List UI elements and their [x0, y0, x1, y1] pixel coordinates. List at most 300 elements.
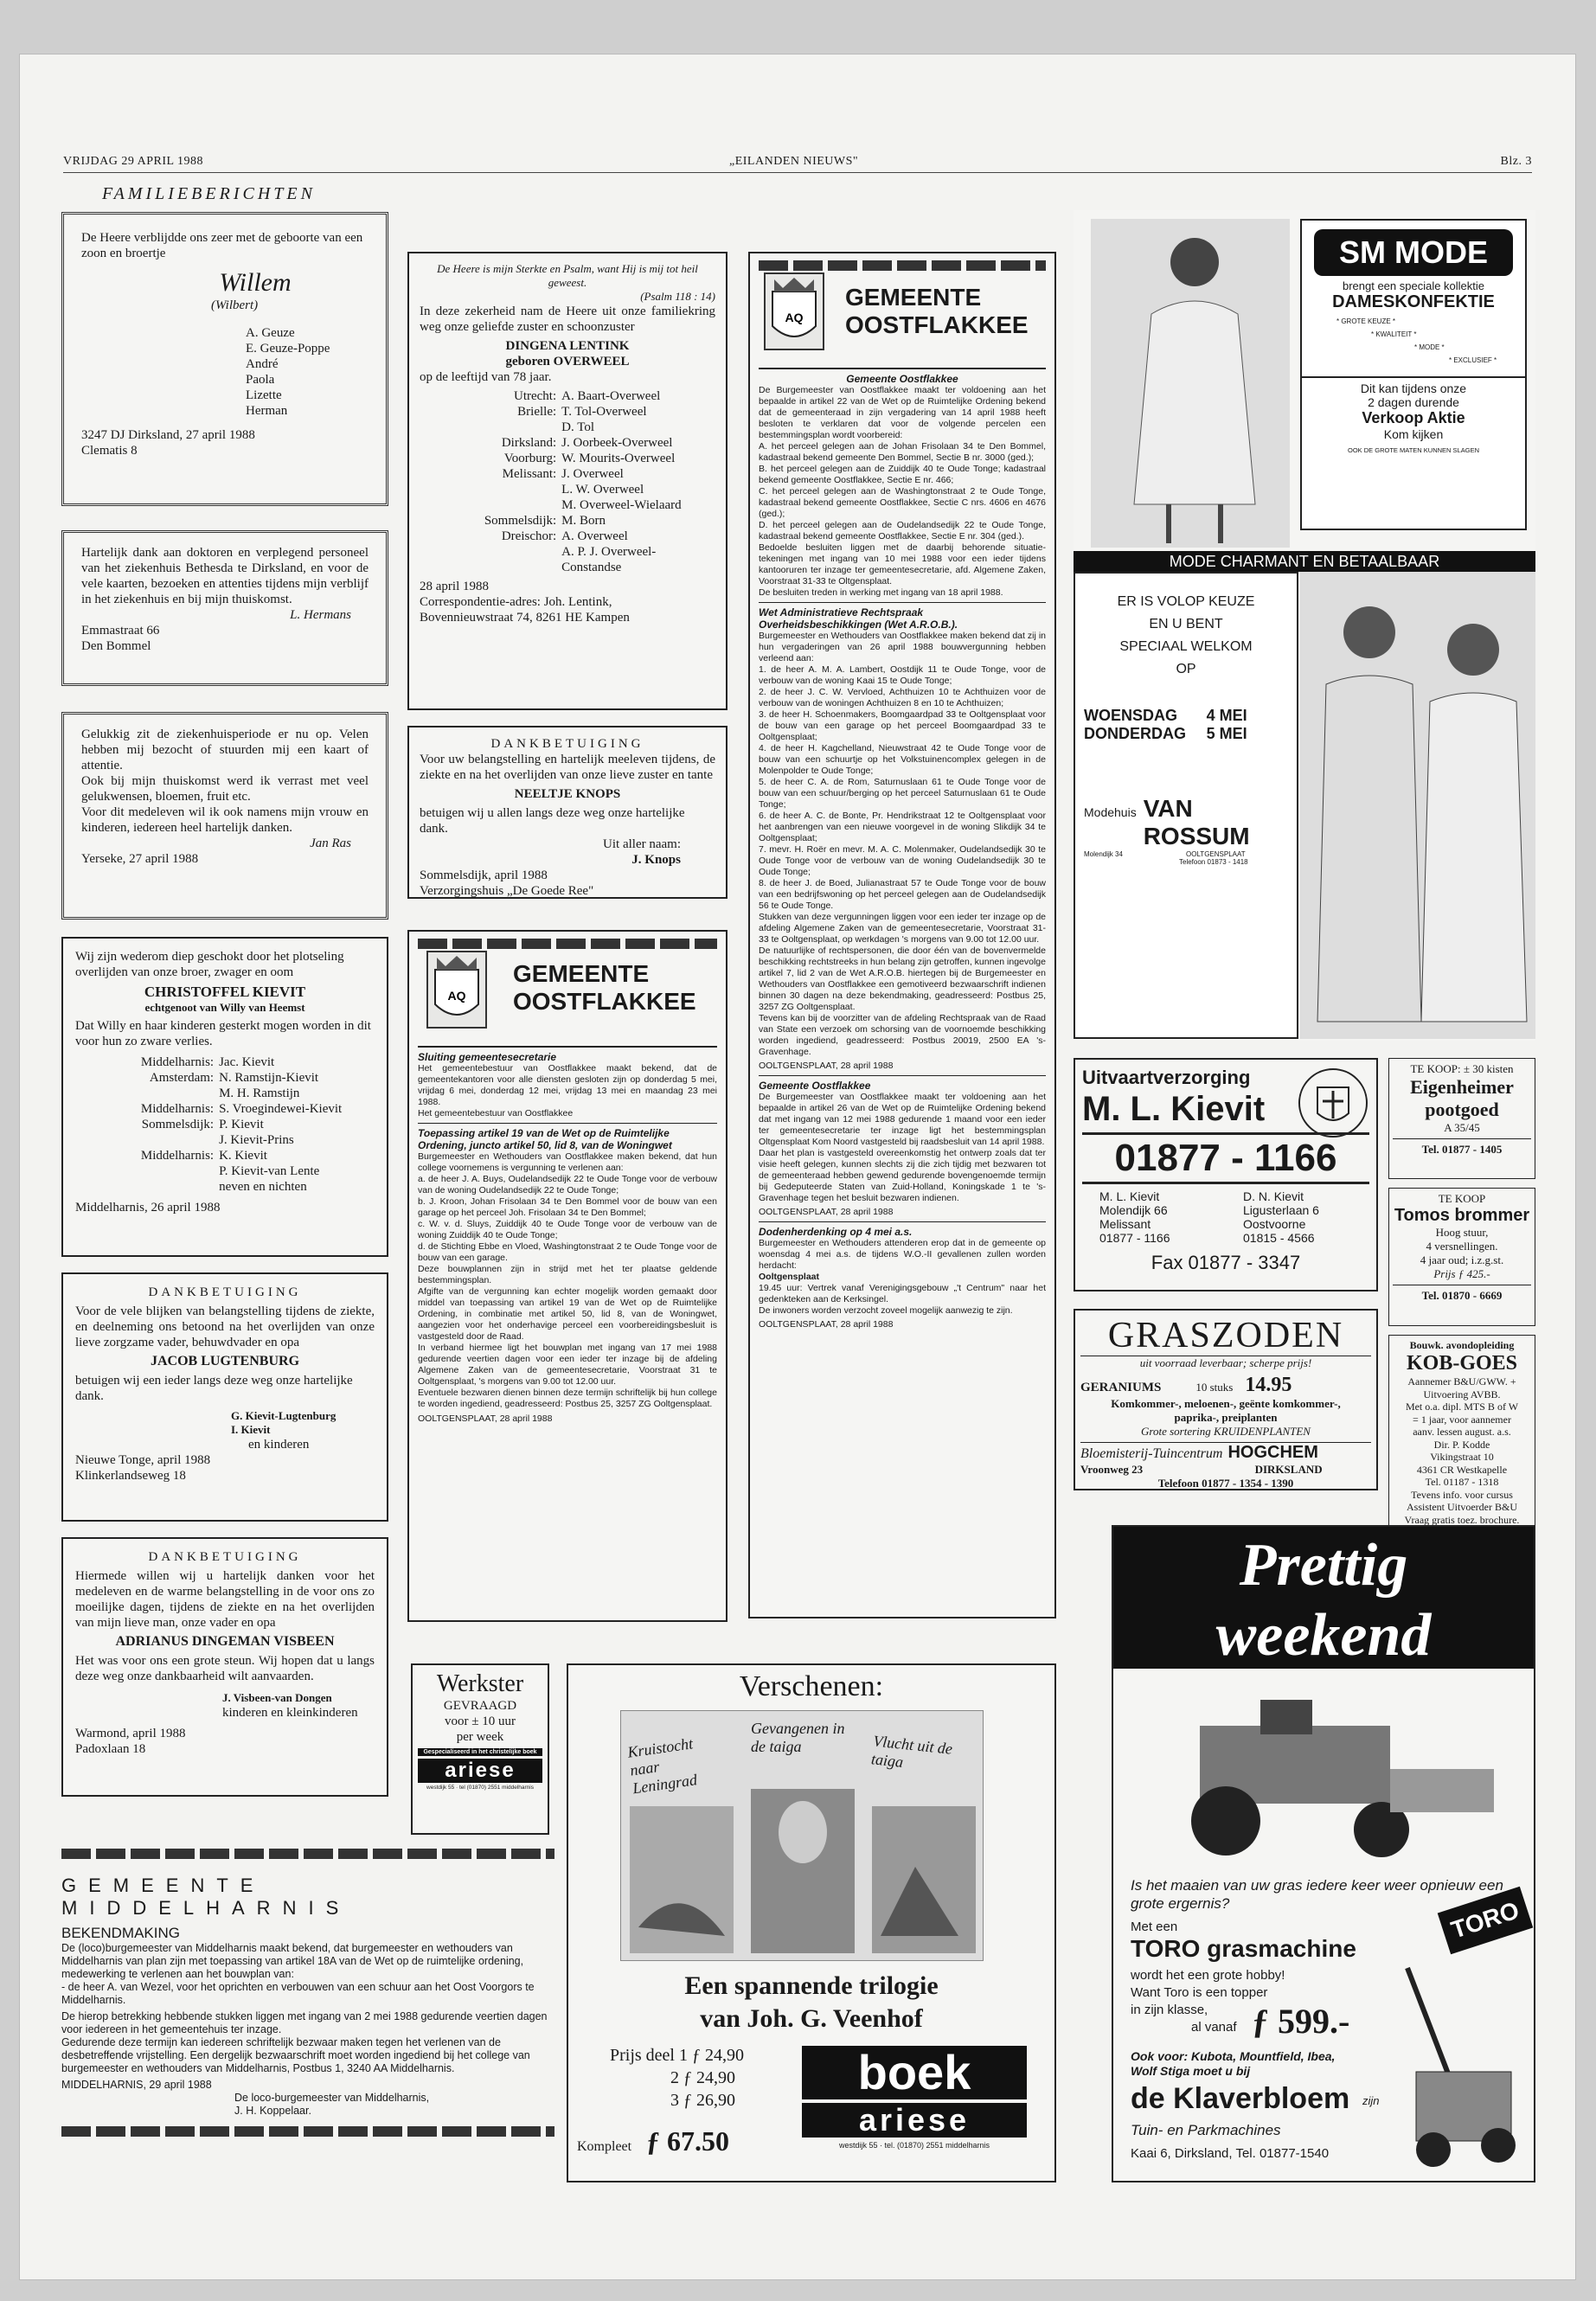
sm-day-2: DONDERDAG	[1084, 725, 1187, 742]
notice-item: C. het perceel gelegen aan de Washingtonstraat 2 te Oude Tonge, kadastraal bekend gemeente Oostflakkee, Sectie C nrs. 4606 en 4676 (ged.);	[759, 486, 1046, 519]
notice1-p3: De besluiten treden in werking met ingang van 18 april 1988.	[759, 587, 1003, 598]
werkster-sub: Gespecialiseerd in het christelijke boek	[418, 1748, 542, 1756]
graszoden-ger-qty: 10 stuks	[1195, 1381, 1234, 1394]
lentink-date: 28 april 1988	[420, 580, 489, 593]
boek-logo: boek	[802, 2046, 1027, 2099]
tomos-l6: Prijs ƒ 425.-	[1433, 1267, 1490, 1280]
family-place	[75, 1086, 219, 1101]
notice-item: 8. de heer J. de Boed, Julianastraat 57 te Oude Tonge voor de bouw van een bedrijfswoning op het perceel gelegen aan de Oudelandsedijk 56 te Oude Tonge.	[759, 878, 1046, 911]
family-row	[420, 435, 715, 451]
notice2-heading-2: Toepassing artikel 19 van de Wet op de Ruimtelijke Ordening, juncto artikel 50, lid 8, van de Woningwet	[418, 1127, 672, 1151]
toro-sub: Tuin- en Parkmachines	[1131, 2122, 1281, 2138]
kob-line: Aannemer B&U/GWW. +	[1407, 1375, 1516, 1388]
family-member: J. Kievit-Prins	[219, 1133, 294, 1147]
family-place: Sommelsdijk:	[141, 1118, 215, 1131]
lugtenburg-address: Klinkerlandseweg 18	[75, 1469, 186, 1483]
tomos-l1: TE KOOP	[1438, 1192, 1486, 1205]
werkster-line-2: voor ± 10 uur	[445, 1715, 516, 1728]
family-row	[420, 466, 715, 482]
graszoden-geraniums: GERANIUMS	[1080, 1381, 1162, 1394]
header-page: Blz. 3	[1500, 155, 1532, 168]
middelharnis-p3: Gedurende deze termijn kan iedereen schriftelijk bezwaar maken tegen het verlenen van de desbetreffende vrijstelling. Een dergelijk bezwaarschrift moet worden ingediend bij het college van burgemeester en wethouders van Middelharnis, Postbus 1, 3240 AA Middelharnis.	[61, 2036, 530, 2074]
family-member: Herman	[246, 404, 288, 418]
family-place	[420, 420, 561, 435]
notice1-p5: Stukken van deze vergunningen liggen voor een ieder ter inzage op de afdeling Algemene Zaken van de gemeentesecretarie, Voorstraat 31-33 te Ooltgensplaat, op werkdagen 's morgens van 9.00 tot 12.00 uur.	[759, 912, 1046, 945]
notice1-p7: Tevens kan bij de voorzitter van de afdeling Rechtspraak van de Raad van State een verzoek om schorsing van de voornoemde beschikking worden ingediend, geadresseerd: Postbus 20019, 2500 EA 's-Gravenhage.	[759, 1013, 1046, 1057]
family-member: T. Tol-Overweel	[561, 405, 647, 419]
book-covers-image	[620, 1710, 984, 1961]
notice2-p2: Burgemeester en Wethouders van Oostflakkee maken bekend, dat hun college voornemens is vergunning te verlenen aan:	[418, 1151, 717, 1173]
notice1-sign: OOLTGENSPLAAT, 28 april 1988	[759, 1061, 894, 1071]
notice1-p6: De natuurlijke of rechtspersonen, die door één van de bovenvermelde beschikking rechtstreeks in hun belang zijn getroffen, kunnen ingevolge artikel 7, lid 2 van de Wet A.R.O.B. hiertegen bij de Burgemeester en Wethouders van Oostflakkee een gemotiveerd bezwaarschrift indienen binnen 30 dagen na deze bekendmaking, geadresseerd: Postbus 25, 3257 ZG Ooltgensplaat.	[759, 945, 1046, 1012]
visbeen-sig-2: kinderen en kleinkinderen	[222, 1706, 358, 1720]
notice1-p8: De Burgemeester van Oostflakkee maakt ter voldoening aan het bepaalde in artikel 26 van de Wet op de Ruimtelijke Ordening bekend dat met ingang van 12 mei 1988 gedurende 1 maand voor een ieder ter gemeentesecretarie ter inzage ligt het bestemmingsplan Oltgensplaat Kom Noord vastgesteld bij raadsbesluit van 14 april 1988.	[759, 1092, 1046, 1147]
sm-mode: * MODE *	[1414, 343, 1445, 351]
header-paper: „EILANDEN NIEUWS"	[729, 155, 859, 168]
notice2-heading-1: Sluiting gemeentesecretarie	[418, 1051, 557, 1063]
middelharnis-p2: De hierop betrekking hebbende stukken liggen met ingang van 2 mei 1988 gedurende veertien dagen voor iedereen in het gemeentehuis ter inzage.	[61, 2010, 548, 2035]
family-row	[75, 1117, 375, 1132]
family-place: Dirksland:	[501, 436, 557, 450]
family-row	[75, 1086, 375, 1101]
toro-title-1: Prettig	[1113, 1527, 1534, 1622]
family-notices-title: FAMILIEBERICHTEN	[102, 184, 316, 203]
werkster-line-3: per week	[456, 1730, 504, 1744]
sm-date-1: 4 MEI	[1206, 707, 1247, 724]
graszoden-price: 14.95	[1245, 1374, 1292, 1396]
family-member: J. Overweel	[561, 467, 624, 481]
notice-border	[61, 1849, 554, 1859]
knops-name: NEELTJE KNOPS	[514, 787, 621, 801]
family-member: A. Baart-Overweel	[561, 389, 661, 403]
family-row	[420, 451, 715, 466]
contact-line: M. L. Kievit	[1099, 1189, 1160, 1203]
lentink-born: geboren OVERWEEL	[505, 355, 630, 369]
notice2-p4: Afgifte van de vergunning kan echter mogelijk worden gemaakt door middel van toepassing van artikel 19 van de Wet op de Ruimtelijke Ordening, in combinatie met artikel 50, lid 8, van de Woningwet, aangezien voor het onderhavige perceel een voorbereidingsbesluit is vastgesteld door de Raad.	[418, 1286, 717, 1342]
toro-title-2: weekend	[1113, 1608, 1534, 1669]
sm-mode-ad	[1074, 210, 1535, 1041]
notice-item: a. de heer J. A. Buys, Oudelandsedijk 22 te Oude Tonge voor de verbouw van de woning Oudelandsedijk 22 te Oude Tonge;	[418, 1174, 717, 1195]
graszoden-title: GRASZODEN	[1080, 1316, 1371, 1356]
family-member: Paola	[246, 373, 275, 387]
notice1-p13: De inwoners worden verzocht zoveel mogelijk aanwezig te zijn.	[759, 1305, 1013, 1316]
kisten-l1: TE KOOP: ± 30 kisten	[1410, 1062, 1514, 1075]
uitvaart-phone: 01877 - 1166	[1082, 1132, 1369, 1184]
hermans-text: Hartelijk dank aan doktoren en verplegend personeel van het ziekenhuis Bethesda te Dirksland, en voor de vele kaarten, bezoeken en attenties tijdens mijn verblijf in het ziekenhuis en bij mijn thuiskomst.	[81, 546, 369, 606]
notice2-items	[418, 1174, 717, 1264]
lugtenburg-name: JACOB LUGTENBURG	[150, 1354, 300, 1368]
contact-line: Oostvoorne	[1243, 1217, 1306, 1231]
sm-date-2: 5 MEI	[1206, 725, 1247, 742]
sm-w1: ER IS VOLOP KEUZE	[1117, 594, 1255, 609]
kievit-text: Dat Willy en haar kinderen gesterkt mogen worden in dit voor hun zo zware verlies.	[75, 1019, 371, 1048]
family-row	[420, 529, 715, 544]
uitvaart-ad	[1074, 1058, 1378, 1292]
sm-band: MODE CHARMANT EN BETAALBAAR	[1074, 551, 1535, 572]
graszoden-shop2: HOGCHEM	[1227, 1443, 1318, 1462]
notice-border	[61, 2126, 554, 2137]
notice1-p1: De Burgemeester van Oostflakkee maakt ter voldoening aan het bepaalde in artikel 22 van de Wet op de Ruimtelijke Ordening bekend dat de gemeenteraad in zijn vergadering van 14 april 1988 heeft besloten te verklaren dat voor de volgende percelen een bestemmingsplan wordt voorbereid:	[759, 385, 1046, 440]
svg-text:AQ: AQ	[447, 989, 466, 1003]
thanks-hermans	[61, 530, 388, 686]
visbeen-title: DANKBETUIGING	[148, 1550, 302, 1564]
tomos-l2: Tomos brommer	[1394, 1206, 1530, 1225]
veenhof-trilogy-2: van Joh. G. Veenhof	[700, 2004, 923, 2033]
notice1-sign-3: OOLTGENSPLAAT, 28 april 1988	[759, 1319, 894, 1330]
tomos-ad	[1388, 1188, 1535, 1326]
contact-line: Melissant	[1099, 1217, 1151, 1231]
veenhof-trilogy-1: Een spannende trilogie	[684, 1971, 939, 2000]
book-title-2: Gevangenen in de taiga	[751, 1720, 845, 1755]
graszoden-ad	[1074, 1309, 1378, 1490]
knops-title: DANKBETUIGING	[490, 737, 644, 751]
notice1-heading-3: Dodenherdenking op 4 mei a.s.	[759, 1226, 913, 1238]
sm-keuze: * GROTE KEUZE *	[1336, 317, 1396, 325]
visbeen-address: Padoxlaan 18	[75, 1742, 146, 1756]
family-row	[420, 497, 715, 513]
thanks-lugtenburg	[61, 1272, 388, 1522]
kisten-l3: pootgoed	[1425, 1099, 1499, 1120]
tomos-l5: 4 jaar oud; i.z.g.st.	[1420, 1253, 1504, 1266]
toro-l7: Ook voor: Kubota, Mountfield, Ibea, Wolf Stiga moet u bij	[1131, 2049, 1336, 2078]
sm-kwaliteit: * KWALITEIT *	[1371, 330, 1417, 338]
sm-line-1: brengt een speciale kollektie	[1342, 279, 1485, 292]
hermans-signature: L. Hermans	[290, 608, 351, 622]
toro-l6: al vanaf	[1191, 2020, 1237, 2035]
kob-line: aanv. lessen august. a.s.	[1413, 1426, 1511, 1438]
family-member: D. Tol	[561, 420, 595, 434]
kob-l2: KOB-GOES	[1406, 1352, 1518, 1375]
family-place: Melissant:	[502, 467, 557, 481]
lugtenburg-sig-2: I. Kievit	[231, 1423, 271, 1436]
gemeente-oostflakkee-notice-2	[407, 930, 727, 1622]
family-member: Lizette	[246, 388, 282, 402]
toro-ad	[1112, 1525, 1535, 2182]
family-place: Middelharnis:	[140, 1149, 215, 1163]
lugtenburg-sig-3: en kinderen	[248, 1438, 310, 1452]
family-place: Middelharnis:	[140, 1102, 215, 1116]
middelharnis-item: - de heer A. van Wezel, voor het oprichten en verbouwen van een schuur aan het Oost Voorgors te Middelharnis.	[61, 1981, 535, 2006]
lentink-psalm: (Psalm 118 : 14)	[640, 290, 715, 303]
kob-l1: Bouwk. avondopleiding	[1409, 1339, 1515, 1351]
lentink-name: DINGENA LENTINK	[505, 339, 630, 353]
family-member: P. Kievit-van Lente	[219, 1164, 320, 1178]
family-place: Voorburg:	[503, 452, 557, 465]
uitvaart-contact-1	[1082, 1189, 1226, 1245]
contact-line: Ligusterlaan 6	[1243, 1203, 1319, 1217]
notice-item: b. J. Kroon, Johan Frisolaan 34 te Den Bommel voor de bouw van een garage op het perceel Joh. Frisolaan 34 te Den Bommel;	[418, 1196, 717, 1218]
lentink-correspondence-address: Bovennieuwstraat 74, 8261 HE Kampen	[420, 611, 630, 625]
model-photo-2	[1300, 572, 1535, 1039]
sm-address: Molendijk 34	[1084, 850, 1123, 858]
birth-notice-willem	[61, 212, 388, 506]
notice-item: c. W. v. d. Sluys, Zuiddijk 40 te Oude Tonge voor de verbouw van de woning Zuiddijk 40 te Oude Tonge;	[418, 1219, 717, 1240]
contact-line: Molendijk 66	[1099, 1203, 1168, 1217]
sm-telephone: Telefoon 01873 - 1418	[1179, 858, 1248, 866]
sm-shop-2: VAN ROSSUM	[1143, 795, 1250, 849]
kob-goes-ad	[1388, 1335, 1535, 1527]
family-row	[420, 513, 715, 529]
graszoden-city: DIRKSLAND	[1254, 1463, 1323, 1476]
kob-line: Assistent Uitvoerder B&U	[1407, 1501, 1517, 1513]
family-place: Middelharnis:	[140, 1055, 215, 1069]
veenhof-heading: Verschenen:	[739, 1670, 884, 1702]
toro-l1: Met een	[1131, 1920, 1178, 1934]
ariese-logo: ariese	[802, 2103, 1027, 2138]
notice1-p9: Daar het plan is vastgesteld overeenkomstig het ontwerp zoals dat ter visie heeft gelegen, kunnen slechts zij die zich tijdig met bezwaren tot de gemeenteraad hebben gewend gedurende bovengenoemde termijn bij Gedeputeerde Staten van Zuid-Holland, Koningskade 1 te 's-Gravenhage tegen het besluit bezwaren indienen.	[759, 1148, 1046, 1203]
birth-address: 3247 DJ Dirksland, 27 april 1988	[81, 428, 255, 442]
family-row	[420, 420, 715, 435]
visbeen-place: Warmond, april 1988	[75, 1727, 186, 1740]
uitvaart-name: M. L. Kievit	[1082, 1090, 1266, 1128]
push-mower-illustration	[1373, 1959, 1529, 2176]
notice-item: 6. de heer A. C. de Bonte, Pr. Hendrikstraat 12 te Ooltgensplaat voor het aanbrengen van een nieuwe voorgevel in de woning Slikdijk 34 te Ooltgensplaat;	[759, 811, 1046, 843]
kob-line: 4361 CR Westkapelle	[1416, 1463, 1508, 1476]
thanks-ras	[61, 712, 388, 920]
sm-d4: Kom kijken	[1383, 427, 1444, 441]
family-row	[420, 482, 715, 497]
graszoden-keuze: Grote sortering KRUIDENPLANTEN	[1141, 1425, 1311, 1438]
visbeen-text-2: Het was voor ons een grote steun. Wij hopen dat u langs deze weg onze dankbaarheid wilt aanvaarden.	[75, 1654, 375, 1683]
toro-l3: wordt het een grote hobby!	[1131, 1968, 1285, 1983]
book-title-1: Kruistocht naar Leningrad	[626, 1734, 699, 1798]
kisten-l2: Eigenheimer	[1410, 1076, 1514, 1098]
uitvaart-title: Uitvaartverzorging	[1082, 1067, 1251, 1088]
model-photo-1	[1091, 219, 1290, 548]
ras-text-1: Gelukkig zit de ziekenhuisperiode er nu op. Velen hebben mij bezocht of stuurden mij een kaart of attentie.	[81, 727, 369, 772]
family-member: K. Kievit	[219, 1149, 267, 1163]
knops-place: Sommelsdijk, april 1988	[420, 868, 548, 882]
werkster-title: Werkster	[436, 1670, 524, 1697]
kob-line: Vikingstraat 10	[1430, 1451, 1494, 1463]
birth-intro: De Heere verblijdde ons zeer met de geboorte van een zoon en broertje	[81, 231, 363, 260]
notice-item: A. het perceel gelegen aan de Johan Frisolaan 34 te Den Bommel, kadastraal bekend gemeente Den Bommel, Sectie B nr. 3000 (ged.);	[759, 441, 1046, 463]
veenhof-complete: Kompleet	[577, 2139, 632, 2154]
family-member: M. H. Ramstijn	[219, 1086, 300, 1100]
ras-text-2: Ook bij mijn thuiskomst werd ik verrast met veel gelukwensen, bloemen, fruit etc.	[81, 774, 369, 804]
family-member: N. Ramstijn-Kievit	[219, 1071, 319, 1085]
sm-city: OOLTGENSPLAAT	[1186, 850, 1246, 858]
family-member: M. Overweel-Wielaard	[561, 498, 682, 512]
knops-text: Voor uw belangstelling en hartelijk meeleven tijdens, de ziekte en na het overlijden van onze lieve zuster en tante	[420, 753, 715, 782]
family-place: Dreischor:	[501, 529, 557, 543]
middelharnis-sig-1: De loco-burgemeester van Middelharnis,	[234, 2092, 430, 2104]
lentink-correspondence: Correspondentie-adres: Joh. Lentink,	[420, 595, 612, 609]
gemeente-middelharnis-notice	[61, 1828, 554, 2174]
toro-question: Is het maaien van uw gras iedere keer weer opnieuw een grote ergernis?	[1131, 1877, 1503, 1912]
birth-family-list	[246, 325, 369, 419]
kob-line: Tevens info. voor cursus	[1411, 1488, 1513, 1501]
lugtenburg-text-2: betuigen wij een ieder langs deze weg onze hartelijke dank.	[75, 1374, 353, 1403]
knops-text-2: betuigen wij u allen langs deze weg onze hartelijke dank.	[420, 806, 685, 836]
kob-line: Dir. P. Kodde	[1433, 1438, 1490, 1451]
sm-exclusief: * EXCLUSIEF *	[1449, 356, 1497, 364]
lugtenburg-sig-1: G. Kievit-Lugtenburg	[231, 1409, 337, 1422]
graszoden-shop: Bloemisterij-Tuincentrum	[1080, 1446, 1223, 1461]
sm-w3: SPECIAAL WELKOM	[1119, 639, 1253, 654]
notice2-p6: Eventuele bezwaren dienen binnen deze termijn schriftelijk bij hun college te worden ingediend, geadresseerd: Postbus 25, 3257 ZG Ooltgensplaat.	[418, 1388, 717, 1409]
notice1-items	[759, 441, 1046, 542]
family-member: A. Overweel	[561, 529, 628, 543]
family-member: E. Geuze-Poppe	[246, 342, 330, 356]
family-row	[420, 388, 715, 404]
notice2-p3: Deze bouwplannen zijn in strijd met het ter plaatse geldende bestemmingsplan.	[418, 1264, 717, 1285]
family-member: J. Oorbeek-Overweel	[561, 436, 673, 450]
oostflakkee-title-2: OOSTFLAKKEE	[513, 988, 696, 1015]
notice1-p4: Burgemeester en Wethouders van Oostflakkee maken bekend dat zij in hun vergaderingen van 26 april 1988 bouwvergunning hebben verleend aan:	[759, 631, 1046, 663]
notice-item: 1. de heer A. M. A. Lambert, Oostdijk 11 te Oude Tonge, voor de verbouw van de woning Kaai 15 te Oude Tonge;	[759, 664, 1046, 686]
kob-line: Tel. 01187 - 1318	[1425, 1476, 1499, 1488]
notice-item: 3. de heer H. Schoenmakers, Boomgaardpad 33 te Ooltgensplaat voor de bouw van een garage op het perceel Boomgaardpad 33 te Ooltgensplaat;	[759, 709, 1046, 742]
lentink-age: op de leeftijd van 78 jaar.	[420, 370, 552, 384]
family-member: P. Kievit	[219, 1118, 264, 1131]
family-member: Jac. Kievit	[219, 1055, 275, 1069]
notice-border	[418, 939, 717, 949]
family-place	[75, 1179, 219, 1195]
toro-price: ƒ 599.-	[1252, 2002, 1350, 2041]
family-row	[75, 1148, 375, 1163]
visbeen-text: Hiermede willen wij u hartelijk danken voor het medeleven en de warme belangstelling in de voor ons zo moeilijke dagen, tijdens de ziekte en na het overlijden van mijn lieve man, onze vader en opa	[75, 1569, 375, 1630]
family-place	[75, 1132, 219, 1148]
notice2-p5: In verband hiermee ligt het bouwplan met ingang van 17 mei 1988 gedurende veertien dagen voor een ieder ter inzage bij de afdeling Algemene Zaken van de gemeentesecretarie, Voorstraat 31 te Ooltgensplaat, 's morgens van 9.00 tot 12.00 uur.	[418, 1343, 717, 1387]
header-date: VRIJDAG 29 APRIL 1988	[63, 155, 204, 168]
sm-day-1: WOENSDAG	[1084, 707, 1177, 724]
notice1-p11: Ooltgensplaat	[759, 1272, 820, 1282]
toro-l4: Want Toro is een topper	[1131, 1985, 1268, 2000]
toro-l5: in zijn klasse,	[1131, 2003, 1208, 2017]
family-place: Amsterdam:	[149, 1071, 215, 1085]
ras-text-3: Voor dit medeleven wil ik ook namens mijn vrouw en kinderen, iedereen heel hartelijk danken.	[81, 805, 369, 835]
family-place: Brielle:	[517, 405, 557, 419]
family-member: A. Geuze	[246, 326, 295, 340]
notice-item: D. het perceel gelegen aan de Oudelandsedijk 22 te Oude Tonge, kadastraal bekend gemeente Oostflakkee, Sectie E nr. 304 (ged.).	[759, 520, 1046, 542]
tomos-l3: Hoog stuur,	[1435, 1226, 1489, 1239]
veenhof-price-1: Prijs deel 1 ƒ 24,90	[610, 2046, 744, 2065]
family-member: L. W. Overweel	[561, 483, 644, 497]
family-member: André	[246, 357, 279, 371]
kievit-place: Middelharnis, 26 april 1988	[75, 1201, 221, 1215]
toro-brand-logo: TORO	[1438, 1887, 1534, 1954]
middelharnis-sig-2: J. H. Koppelaar.	[234, 2105, 311, 2117]
uitvaart-emblem-icon	[1298, 1068, 1368, 1138]
birth-nickname: (Wilbert)	[211, 298, 259, 312]
lugtenburg-text: Voor de vele blijken van belangstelling tijdens de ziekte, en deelneming ons betoond na het overlijden van onze lieve zorgzame vader, behuwdvader en opa	[75, 1304, 375, 1349]
sm-w2: EN U BENT	[1149, 617, 1223, 631]
family-place	[420, 482, 561, 497]
toro-shop: de Klaverbloem	[1131, 2082, 1350, 2115]
ras-signature: Jan Ras	[310, 836, 351, 850]
toro-address: Kaai 6, Dirksland, Tel. 01877-1540	[1131, 2146, 1330, 2161]
family-row	[75, 1132, 375, 1148]
notice-item: 2. de heer J. C. W. Vervloed, Achthuizen 10 te Achthuizen voor de verbouw van de woningen Achthuizen 8 en 10 te Achthuizen;	[759, 687, 1046, 708]
family-member: W. Mourits-Overweel	[561, 452, 676, 465]
graszoden-address: Vroonweg 23	[1080, 1463, 1144, 1476]
knops-sig-0: Uit aller naam:	[603, 837, 681, 851]
notice1-heading-2: Wet Administratieve Rechtspraak Overheidsbeschikkingen (Wet A.R.O.B.).	[759, 606, 958, 631]
hermans-address: Emmastraat 66	[81, 624, 160, 638]
toro-l2: TORO grasmachine	[1131, 1935, 1356, 1962]
kob-line: Vraag gratis toez. brochure.	[1404, 1513, 1520, 1526]
lentink-quote: De Heere is mijn Sterkte en Psalm, want Hij is mij tot heil geweest.	[437, 262, 698, 289]
lugtenburg-place: Nieuwe Tonge, april 1988	[75, 1453, 211, 1467]
uitvaart-fax: Fax 01877 - 3347	[1151, 1252, 1301, 1273]
family-member: neven en nichten	[219, 1180, 307, 1194]
sm-mode-logo: SM MODE	[1314, 229, 1513, 276]
family-place: Utrecht:	[514, 389, 557, 403]
family-place	[420, 544, 561, 575]
oostflakkee-title-1: GEMEENTE	[845, 284, 982, 311]
birth-street: Clematis 8	[81, 444, 138, 458]
toro-zijn: zijn	[1362, 2094, 1380, 2107]
oostflakkee-title-2: OOSTFLAKKEE	[845, 311, 1029, 338]
lentink-text: In deze zekerheid nam de Heere uit onze familiekring weg onze geliefde zuster en schoonzuster	[420, 304, 715, 334]
veenhof-book-ad	[567, 1663, 1056, 2182]
svg-text:AQ: AQ	[785, 311, 804, 324]
sm-d3: Verkoop Aktie	[1362, 409, 1465, 426]
visbeen-name: ADRIANUS DINGEMAN VISBEEN	[115, 1634, 335, 1649]
family-member: S. Vroegindewei-Kievit	[219, 1102, 343, 1116]
family-row	[75, 1070, 375, 1086]
kisten-l4: A 35/45	[1444, 1121, 1480, 1134]
pootgoed-ad	[1388, 1058, 1535, 1179]
birth-name: Willem	[219, 268, 292, 297]
book-title-3: Vlucht uit de taiga	[870, 1732, 953, 1772]
newspaper-page	[19, 54, 1576, 2280]
knops-home: Verzorgingshuis „De Goede Ree"	[420, 884, 594, 898]
thanks-visbeen	[61, 1537, 388, 1797]
family-row	[75, 1101, 375, 1117]
notice1-sub: Gemeente Oostflakkee	[846, 373, 958, 385]
notice-item: 4. de heer H. Kagchelland, Nieuwstraat 42 te Oude Tonge voor de bouw van een schuurtje op het Volkstuinencomplex gelegen in de Molenpolder te Oude Tonge;	[759, 743, 1046, 776]
graszoden-sub: uit voorraad leverbaar; scherpe prijs!	[1139, 1356, 1312, 1369]
kob-line: Uitvoering AVBB.	[1423, 1388, 1501, 1400]
werkster-small: westdijk 55 · tel (01870) 2551 middelharnis	[426, 1785, 534, 1791]
book-covers-illustration	[621, 1789, 984, 1962]
sm-d5: OOK DE GROTE MATEN KUNNEN SLAGEN	[1348, 446, 1479, 454]
notice-item: B. het perceel gelegen aan de Zuiddijk 40 te Oude Tonge; kadastraal bekend gemeente Oostflakkee, Sectie E nr. 466;	[759, 464, 1046, 485]
notice-item: d. de Stichting Ebbe en Vloed, Washingtonstraat 2 te Oude Tonge voor de bouw van een garage.	[418, 1241, 717, 1263]
family-row	[75, 1163, 375, 1179]
family-row	[420, 404, 715, 420]
oostflakkee-crest-icon	[426, 951, 487, 1029]
kob-line: = 1 jaar, voor aannemer	[1413, 1413, 1511, 1426]
notice1-p12: 19.45 uur: Vertrek vanaf Verenigingsgebouw „'t Centrum" naar het gedenkteken aan de Kerksingel.	[759, 1283, 1046, 1304]
family-place	[420, 497, 561, 513]
lentink-family-list	[420, 388, 715, 575]
veenhof-price-3: 3 ƒ 26,90	[670, 2091, 735, 2110]
werkster-line-1: GEVRAAGD	[443, 1699, 517, 1713]
kievit-spouse: echtgenoot van Willy van Heemst	[144, 1001, 305, 1014]
sm-shop-1: Modehuis	[1084, 805, 1137, 819]
family-row	[75, 1054, 375, 1070]
oostflakkee-crest-icon	[764, 272, 824, 350]
death-notice-kievit	[61, 937, 388, 1257]
kob-line: Met o.a. dipl. MTS B of W	[1405, 1400, 1519, 1413]
family-row	[420, 544, 715, 575]
notice1-p2: Bedoelde besluiten liggen met de daarbij behorende situatie-tekeningen met ingang van 10 mei 1988 voor een ieder tijdens kantooruren ter inzage ter gemeentesecretarie, afd. Algemene Zaken, Voorstraat 31-33 te Oltgensplaat.	[759, 542, 1046, 586]
family-member: M. Born	[561, 514, 606, 528]
graszoden-kom: Komkommer-, meloenen-, geënte komkommer-,	[1111, 1397, 1341, 1410]
ras-place: Yerseke, 27 april 1988	[81, 852, 199, 866]
header-rule	[63, 172, 1532, 173]
veenhof-small: westdijk 55 · tel. (01870) 2551 middelharnis	[838, 2141, 990, 2150]
middelharnis-heading: BEKENDMAKING	[61, 1925, 180, 1941]
gemeente-oostflakkee-notice-1	[748, 252, 1056, 1618]
notice2-p1-sig: Het gemeentebestuur van Oostflakkee	[418, 1108, 574, 1118]
veenhof-price-2: 2 ƒ 24,90	[670, 2068, 735, 2087]
sm-line-2: DAMESKONFEKTIE	[1332, 292, 1495, 311]
kievit-family-list	[75, 1054, 375, 1195]
